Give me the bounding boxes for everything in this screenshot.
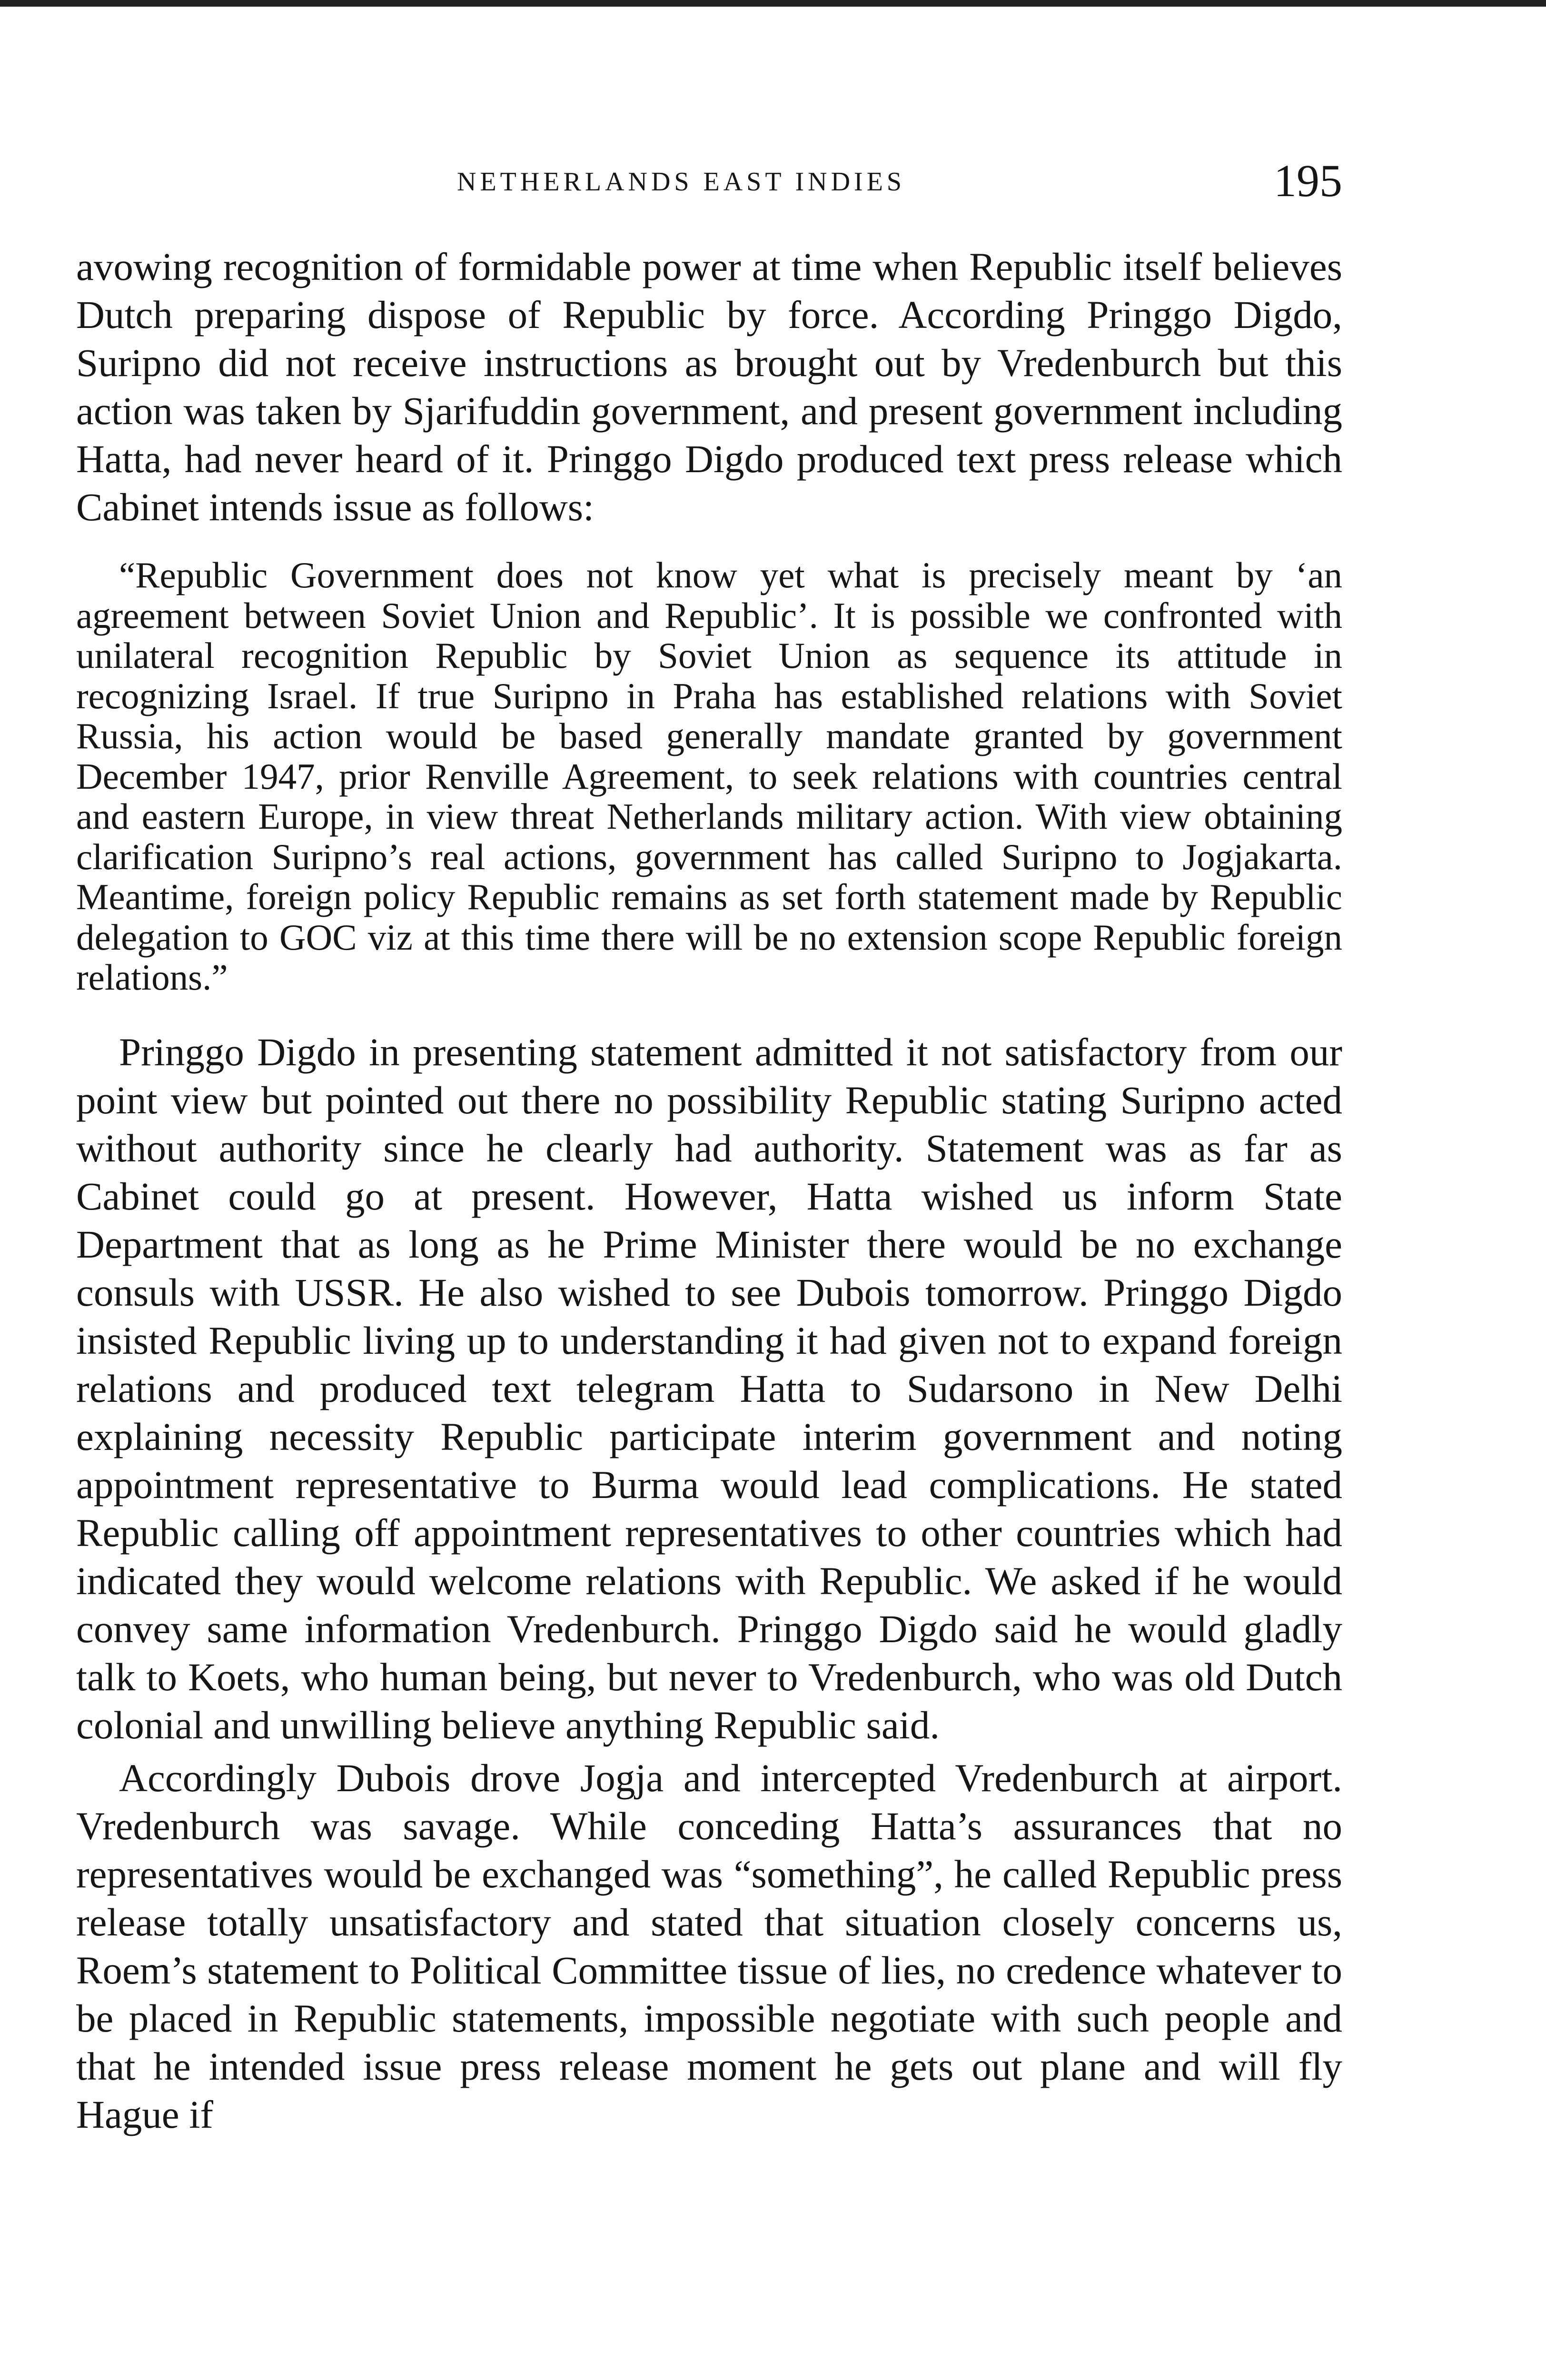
block-quote-press-release: “Republic Government does not know yet what is precisely meant by ‘an agreement between Soviet Union and Republic’. It is possible we confronted with unilateral recognition Republic by Soviet Union as sequence its attitude in recognizing Israel. If true Suripno in Praha has established relations with Soviet Russia, his action would be based generally mandate granted by government December 1947, prior Renville Agreement, to seek relations with countries central and eastern Europe, in view threat Netherlands military action. With view obtaining clarification Suripno’s real actions, government has called Suripno to Jogjakarta. Meantime, foreign policy Republic remains as set forth statement made by Republic delegation to GOC viz at this time there will be no extension scope Republic foreign relations.”	[76, 555, 1342, 998]
paragraph-opening: avowing recognition of formidable power at time when Republic itself believes Dutch preparing dispose of Republic by force. According Pringgo Digdo, Suripno did not receive instructions as brought out by Vredenburch but this action was taken by Sjarifuddin government, and present government including Hatta, had never heard of it. Pringgo Digdo produced text press release which Cabinet intends issue as follows:	[76, 245, 1342, 529]
top-edge-rule	[0, 0, 1546, 7]
paragraph-dubois-vredenburch: Accordingly Dubois drove Jogja and intercepted Vredenburch at airport. Vredenburch was savage. While conceding Hatta’s assurances that no representatives would be exchanged was “something”, he called Republic press release totally unsatisfactory and stated that situation closely concerns us, Roem’s statement to Political Committee tissue of lies, no credence whatever to be placed in Republic statements, impossible negotiate with such people and that he intended issue press release moment he gets out plane and will fly Hague if	[76, 1755, 1342, 2136]
running-head: NETHERLANDS EAST INDIES	[457, 167, 906, 197]
page-number: 195	[1274, 155, 1342, 206]
page-body	[76, 243, 1342, 2139]
paragraph-pringgo-digdo: Pringgo Digdo in presenting statement admitted it not satisfactory from our point view but pointed out there no possibility Republic stating Suripno acted without authority since he clearly had authority. Statement was as far as Cabinet could go at present. However, Hatta wished us inform State Department that as long as he Prime Minister there would be no exchange consuls with USSR. He also wished to see Dubois tomorrow. Pringgo Digdo insisted Republic living up to understanding it had given not to expand foreign relations and produced text telegram Hatta to Sudarsono in New Delhi explaining necessity Republic participate interim government and noting appointment representative to Burma would lead complications. He stated Republic calling off appointment representatives to other countries which had indicated they would welcome relations with Republic. We asked if he would convey same information Vredenburch. Pringgo Digdo said he would gladly talk to Koets, who human being, but never to Vredenburch, who was old Dutch colonial and unwilling believe anything Republic said.	[76, 1030, 1342, 1747]
page-header	[76, 157, 1342, 209]
